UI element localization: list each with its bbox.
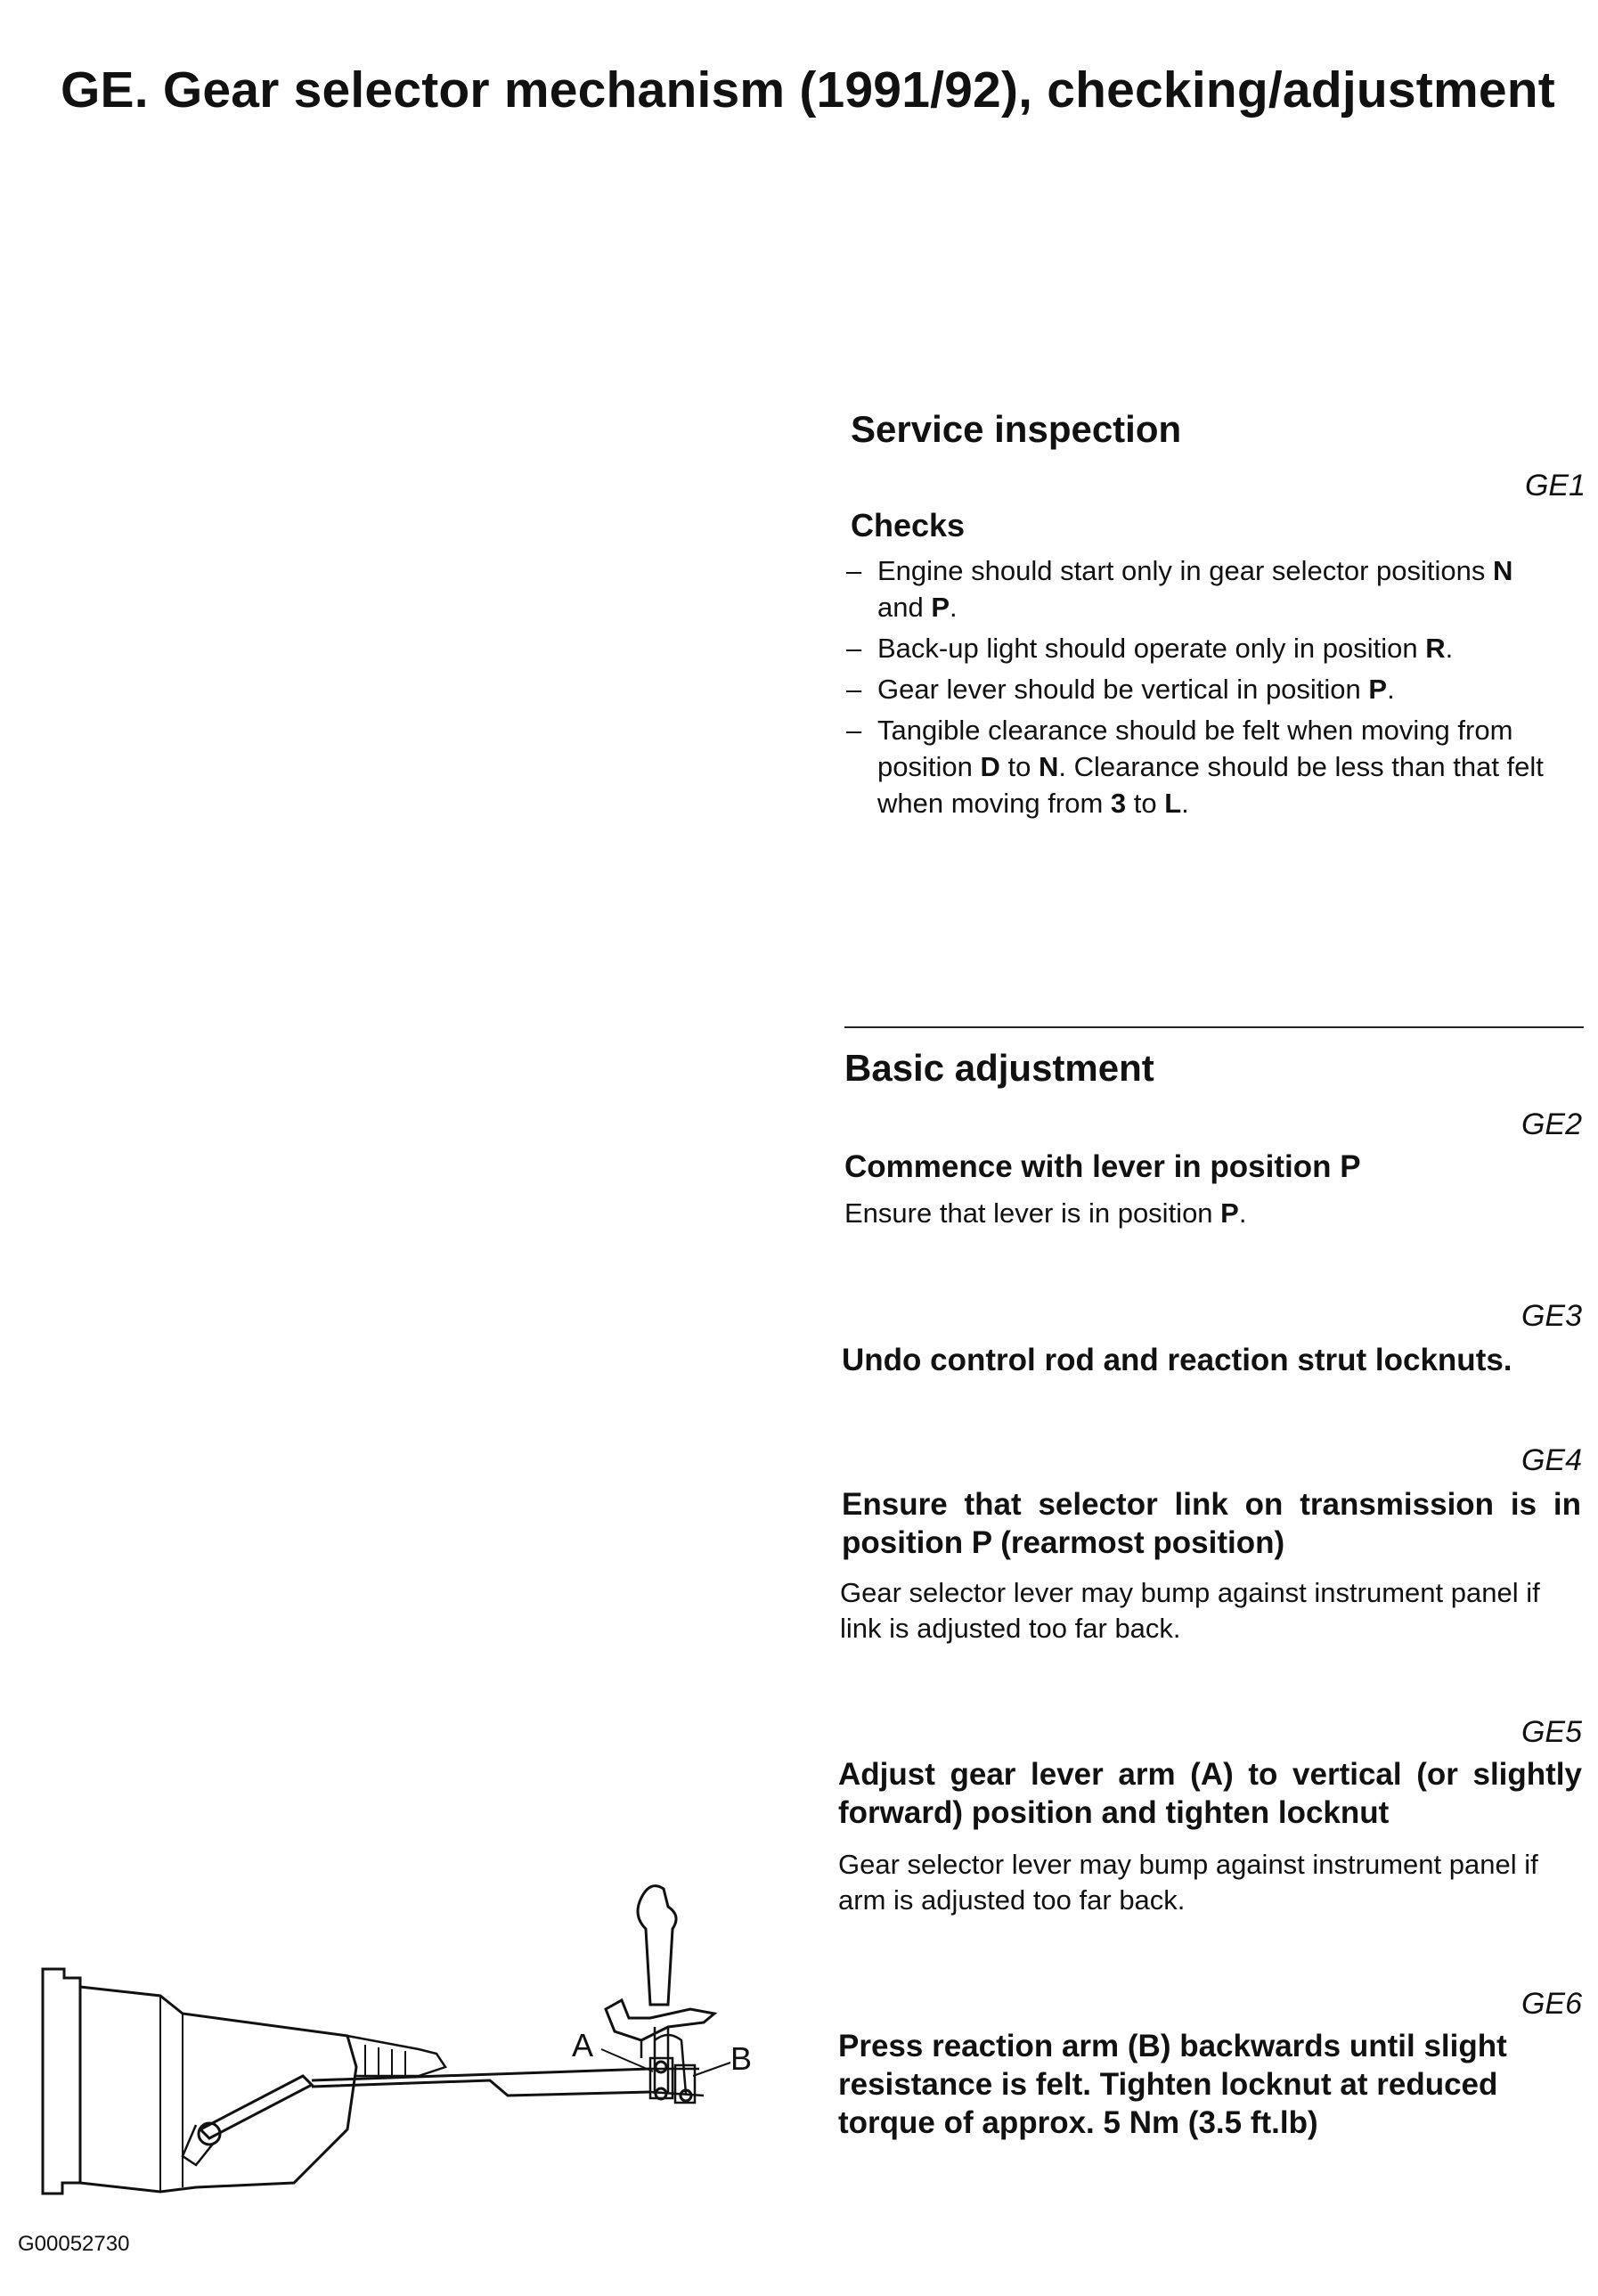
step-body-ge5: Gear selector lever may bump against instrument panel if arm is adjusted too far back. xyxy=(838,1849,1538,1916)
gear-selector-illustration xyxy=(27,1862,766,2201)
step-id-ge4: GE4 xyxy=(1521,1443,1582,1477)
check-item: – Tangible clearance should be felt when moving from position D to N. Clearance should be less than that felt when moving from 3 to L. xyxy=(846,715,1544,819)
page-title: GE. Gear selector mechanism (1991/92), checking/adjustment xyxy=(61,61,1555,118)
step-id-ge2: GE2 xyxy=(1521,1107,1582,1141)
transmission-housing xyxy=(80,1987,356,2192)
step-title-ge6: Press reaction arm (B) backwards until slight resistance is felt. Tighten locknut at reduced torque of approx. 5 Nm (3.5 ft.lb) xyxy=(838,2029,1507,2140)
check-item: – Engine should start only in gear selector positions N and P. xyxy=(846,555,1513,623)
step-title-ge3: Undo control rod and reaction strut locknuts. xyxy=(842,1343,1512,1377)
step-title-ge2: Commence with lever in position P xyxy=(844,1149,1361,1184)
checks-list xyxy=(846,552,1559,826)
check-item: – Back-up light should operate only in position R. xyxy=(846,633,1454,664)
service-inspection-heading: Service inspection xyxy=(851,408,1182,450)
checks-subheading: Checks xyxy=(851,507,966,543)
step-id-ge3: GE3 xyxy=(1521,1299,1582,1333)
step-title-ge5: Adjust gear lever arm (A) to vertical (or slightly forward) position and tighten locknut xyxy=(838,1757,1582,1830)
basic-adjustment-heading: Basic adjustment xyxy=(844,1047,1154,1089)
check-item: – Gear lever should be vertical in position P. xyxy=(846,674,1395,705)
housing-flange xyxy=(43,1969,80,2194)
label-a: A xyxy=(572,2027,594,2063)
selector-link xyxy=(200,2076,312,2138)
step-title-ge4: Ensure that selector link on transmission is in position P (rearmost position) xyxy=(842,1487,1581,1560)
step-id-ge5: GE5 xyxy=(1521,1715,1582,1749)
step-id-ge1: GE1 xyxy=(1524,469,1586,503)
step-body-ge2: Ensure that lever is in position P. xyxy=(844,1197,1247,1229)
step-id-ge6: GE6 xyxy=(1521,1987,1582,2021)
label-b: B xyxy=(730,2040,753,2077)
lever-gate xyxy=(606,2000,714,2040)
step-body-ge4: Gear selector lever may bump against instrument panel if link is adjusted too far back. xyxy=(840,1577,1540,1644)
gear-lever-knob xyxy=(638,1886,676,2005)
reference-code: G00052730 xyxy=(18,2232,130,2256)
reaction-strut xyxy=(312,2080,650,2096)
leader-a xyxy=(601,2049,653,2071)
control-rod xyxy=(312,2069,650,2080)
section-divider xyxy=(844,1026,1584,1028)
